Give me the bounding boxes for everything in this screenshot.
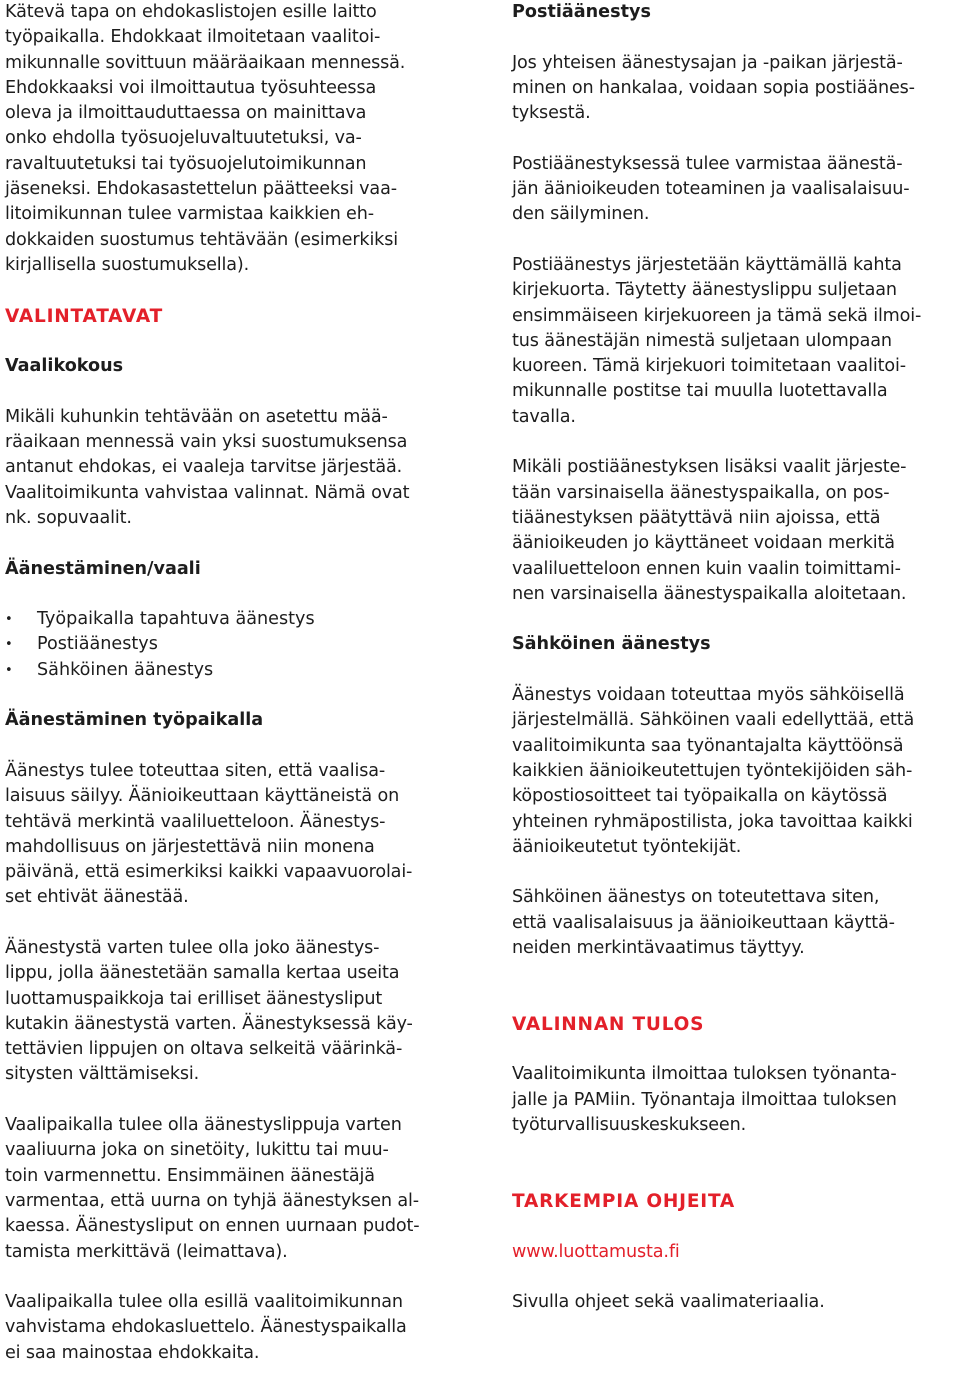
luottamusta-link[interactable]: www.luottamusta.fi bbox=[512, 1241, 680, 1262]
tarkempia-ohjeita-title: TARKEMPIA OHJEITA bbox=[512, 1190, 736, 1212]
link-paragraph bbox=[512, 1240, 957, 1265]
posti-paragraph-4: Mikäli postiäänestyksen lisäksi vaalit järjeste- tään varsinaisella äänestyspaikalla, on pos- tiäänestyksen päätyttävä niin ajoissa, että äänioikeuden jo käyttäneet voidaan merkitä vaaliluetteloon ennen kuin vaalin toimittami- nen varsinaisella äänestyspaikalla aloitetaan. bbox=[512, 457, 907, 604]
sahkoinen-heading: Sähköinen äänestys bbox=[512, 634, 711, 655]
voting-methods-list bbox=[5, 607, 465, 683]
ohjeita-paragraph: Sivulla ohjeet sekä vaalimateriaalia. bbox=[512, 1292, 825, 1313]
valinnan-tulos-title: VALINNAN TULOS bbox=[512, 1013, 705, 1035]
vaalikokous-paragraph: Mikäli kuhunkin tehtävään on asetettu mää- räaikaan mennessä vain yksi suostumuksensa antanut ehdokas, ei vaaleja tarvitse järjestää. Vaalitoimikunta vahvistaa valinnat. Nämä ovat nk. sopuvaalit. bbox=[5, 406, 410, 528]
right-column bbox=[512, 0, 957, 1315]
bullet-icon: • bbox=[5, 637, 13, 653]
list-item: • Sähköinen äänestys bbox=[5, 658, 465, 683]
sahkoinen-paragraph-1: Äänestys voidaan toteuttaa myös sähköisellä järjestelmällä. Sähköinen vaali edellyttää, että vaalitoimikunta saa työnantajalta käyttöönsä kaikkien äänioikeutettujen työntekijöiden säh- köpostiosoitteet tai työpaikalla on käytössä yhteinen ryhmäpostilista, joka tavoittaa kaikki äänioikeutetut työntekijät. bbox=[512, 685, 915, 857]
bullet-icon: • bbox=[5, 662, 13, 678]
posti-paragraph-2: Postiäänestyksessä tulee varmistaa äänestä- jän äänioikeuden toteaminen ja vaalisalaisuu- den säilyminen. bbox=[512, 153, 910, 225]
tyopaikalla-heading: Äänestäminen työpaikalla bbox=[5, 710, 264, 731]
valintatavat-title: VALINTATAVAT bbox=[5, 305, 164, 327]
tyopaikalla-paragraph-4: Vaalipaikalla tulee olla esillä vaalitoimikunnan vahvistama ehdokasluettelo. Äänestyspaikalla ei saa mainostaa ehdokkaita. bbox=[5, 1292, 407, 1363]
sahkoinen-paragraph-2: Sähköinen äänestys on toteutettava siten, että vaalisalaisuus ja äänioikeuttaan käyttä- neiden merkintävaatimus täyttyy. bbox=[512, 887, 895, 958]
posti-heading: Postiäänestys bbox=[512, 2, 651, 22]
vaalikokous-heading: Vaalikokous bbox=[5, 356, 124, 377]
valinnan-tulos-paragraph: Vaalitoimikunta ilmoittaa tuloksen työnanta- jalle ja PAMiin. Työnantaja ilmoittaa tuloksen työturvallisuuskeskukseen. bbox=[512, 1064, 897, 1136]
tyopaikalla-paragraph-1: Äänestys tulee toteuttaa siten, että vaalisa- laisuus säilyy. Äänioikeuttaan käyttäneistä on tehtävä merkintä vaaliluetteloon. Äänestys- mahdollisuus on järjestettävä niin monena päivänä, että esimerkiksi kaikki vapaavuorolai- set ehtivät äänestää. bbox=[5, 760, 413, 908]
list-item: • Työpaikalla tapahtuva äänestys bbox=[5, 607, 465, 632]
bullet-icon: • bbox=[5, 612, 13, 628]
list-item: • Postiäänestys bbox=[5, 632, 465, 657]
tyopaikalla-paragraph-3: Vaalipaikalla tulee olla äänestyslippuja varten vaaliuurna joka on sinetöity, lukittu tai muu- toin varmennettu. Ensimmäinen äänestäjä varmentaa, että uurna on tyhjä äänestyksen al- kaessa. Äänestysliput on ennen uurnaan pudot- tamista merkittävä (leimattava). bbox=[5, 1115, 420, 1262]
tyopaikalla-paragraph-2: Äänestystä varten tulee olla joko äänestys- lippu, jolla äänestetään samalla kertaa useita luottamuspaikkoja tai erilliset äänestysliput kutakin äänestystä varten. Äänestyksessä käy- tettävien lippujen on oltava selkeitä väärinkä- sitysten välttämiseksi. bbox=[5, 937, 413, 1085]
left-column bbox=[5, 0, 465, 1366]
aanestaminen-heading: Äänestäminen/vaali bbox=[5, 558, 201, 579]
posti-paragraph-1: Jos yhteisen äänestysajan ja -paikan järjestä- minen on hankalaa, voidaan sopia postiäänes- tyksestä. bbox=[512, 52, 915, 124]
intro-paragraph: Kätevä tapa on ehdokaslistojen esille laitto työpaikalla. Ehdokkaat ilmoitetaan vaalitoi- mikunnalle sovittuun määräaikaan mennessä. Ehdokkaaksi voi ilmoittautua työsuhteessa oleva ja ilmoittauduttaessa on mainittava onko ehdolla työsuojeluvaltuutetuksi, va- ravaltuutetuksi tai työsuojelutoimikunnan jäseneksi. Ehdokasastettelun päätteeksi vaa- litoimikunnan tulee varmistaa kaikkien eh- dokkaiden suostumus tehtävään (esimerkiksi kirjallisella suostumuksella). bbox=[5, 2, 406, 275]
posti-paragraph-3: Postiäänestys järjestetään käyttämällä kahta kirjekuorta. Täytetty äänestyslippu suljetaan ensimmäiseen kirjekuoreen ja tämä sekä ilmoi- tus äänestäjän nimestä suljetaan ulompaan kuoreen. Tämä kirjekuori toimitetaan vaalitoi- mikunnalle postitse tai muulla luotettavalla tavalla. bbox=[512, 254, 922, 427]
